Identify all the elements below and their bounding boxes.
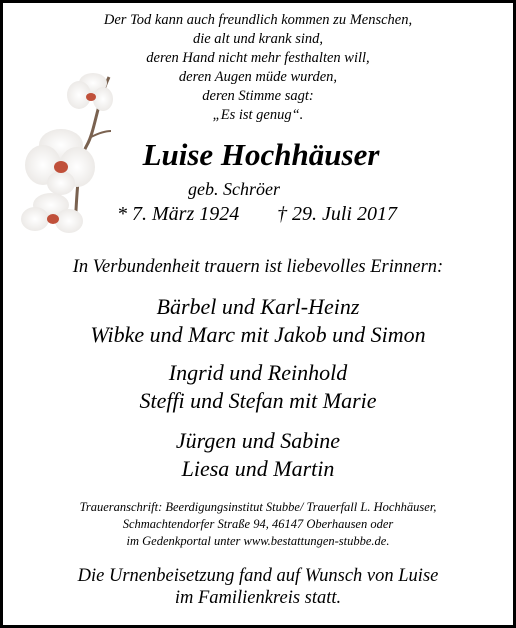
orchid-icon (21, 73, 113, 233)
mourner-line: Liesa und Martin (181, 456, 335, 481)
mourner-line: Bärbel und Karl-Heinz (156, 294, 360, 319)
poem-line: deren Hand nicht mehr festhalten will, (146, 50, 370, 66)
orchid-bloom-bottom (21, 193, 83, 233)
mourner-line: Ingrid und Reinhold (168, 360, 348, 385)
poem-line: Der Tod kann auch freundlich kommen zu Menschen, (103, 12, 413, 28)
address-line: Schmachtendorfer Straße 94, 46147 Oberhausen oder (122, 517, 394, 531)
address-line: im Gedenkportal unter www.bestattungen-stubbe.de. (126, 534, 390, 548)
closing-note (3, 565, 513, 609)
mourner-group (3, 293, 513, 349)
poem-line: die alt und krank sind, (192, 31, 324, 47)
deceased-name: Luise Hochhäuser (142, 137, 380, 172)
poem-line: deren Augen müde wurden, (178, 69, 338, 85)
mourner-line: Wibke und Marc mit Jakob und Simon (90, 322, 426, 347)
death-date: † 29. Juli 2017 (277, 203, 397, 225)
mourner-group (3, 359, 513, 415)
mourner-line: Jürgen und Sabine (175, 428, 341, 453)
closing-line: Die Urnenbeisetzung fand auf Wunsch von Luise (77, 566, 439, 586)
maiden-name: geb. Schröer (188, 179, 280, 199)
orchid-bloom-middle (25, 129, 95, 195)
mourner-group (3, 427, 513, 483)
mourning-address (3, 499, 513, 550)
birth-date: * 7. März 1924 (117, 203, 240, 225)
poem-line: deren Stimme sagt: (202, 88, 314, 104)
address-line: Traueranschrift: Beerdigungsinstitut Stubbe/ Trauerfall L. Hochhäuser, (79, 500, 437, 514)
orchid-bloom-top (67, 73, 113, 111)
poem-line: „Es ist genug“. (212, 107, 304, 123)
closing-line: im Familienkreis statt. (174, 588, 342, 608)
mourner-line: Steffi und Stefan mit Marie (139, 388, 377, 413)
mourners-intro: In Verbundenheit trauern ist liebevolles Erinnern: (72, 257, 444, 277)
